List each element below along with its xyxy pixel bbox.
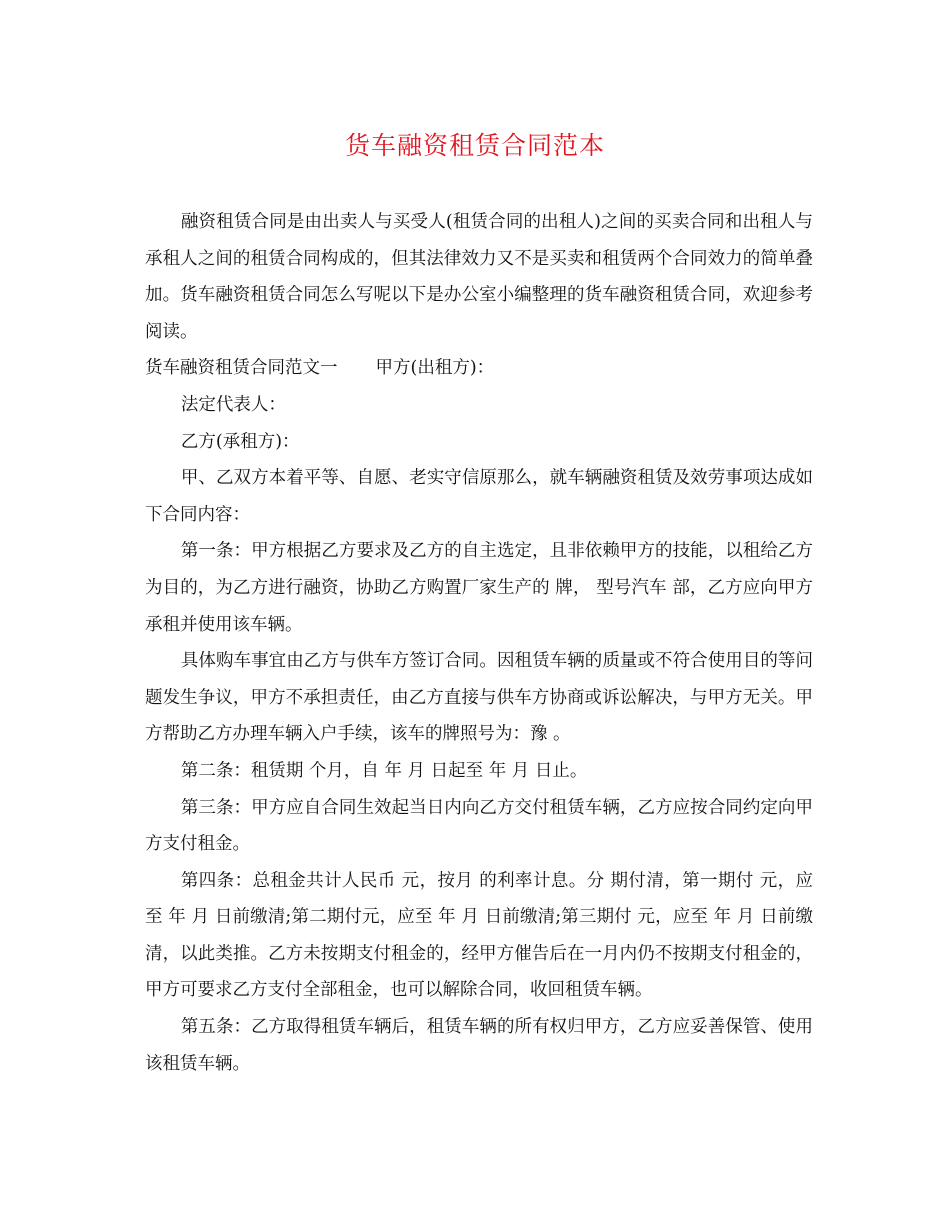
party-b-paragraph: 乙方(承租方)： <box>180 431 300 452</box>
party-a-label: 甲方(出租方)： <box>375 358 495 379</box>
preamble-paragraph: 甲、乙双方本着平等、自愿、老实守信原那么，就车辆融资租赁及效劳事项达成如下合同内容： <box>145 468 813 525</box>
legal-rep-paragraph: 法定代表人： <box>180 394 286 415</box>
article-4-paragraph: 第四条：总租金共计人民币 元，按月 的利率计息。分 期付清，第一期付 元，应至 年 月 日前缴清;第二期付元，应至 年 月 日前缴清;第三期付 元，应至 年 月 日前缴清，以此类推。乙方未按期支付租金的，经甲方催告后在一月内仍不按期支付租金的，甲方可要求乙方支付全部租金，也可以解除合同，收回租赁车辆。 <box>145 870 813 1001</box>
document-title: 货车融资租赁合同范本 <box>344 131 605 160</box>
article-5-paragraph: 第五条：乙方取得租赁车辆后，租赁车辆的所有权归甲方，乙方应妥善保管、使用该租赁车辆。 <box>145 1017 813 1074</box>
purchase-paragraph: 具体购车事宜由乙方与供车方签订合同。因租赁车辆的质量或不符合使用目的等问题发生争议，甲方不承担责任，由乙方直接与供车方协商或诉讼解决，与甲方无关。甲方帮助乙方办理车辆入户手续，该车的牌照号为：豫 。 <box>145 651 813 745</box>
document-body <box>145 204 813 1082</box>
article-2-paragraph: 第二条：租赁期 个月，自 年 月 日起至 年 月 日止。 <box>180 760 588 781</box>
article-1-paragraph: 第一条：甲方根据乙方要求及乙方的自主选定，且非依赖甲方的技能，以租给乙方为目的，为乙方进行融资，协助乙方购置厂家生产的 牌， 型号汽车 部，乙方应向甲方承租并使用该车辆。 <box>145 541 813 635</box>
article-3-paragraph: 第三条：甲方应自合同生效起当日内向乙方交付租赁车辆，乙方应按合同约定向甲方支付租金。 <box>145 797 813 855</box>
intro-paragraph: 融资租赁合同是由出卖人与买受人(租赁合同的出租人)之间的买卖合同和出租人与承租人之间的租赁合同构成的，但其法律效力又不是买卖和租赁两个合同效力的简单叠加。货车融资租赁合同怎么写呢以下是办公室小编整理的货车融资租赁合同，欢迎参考阅读。 <box>145 212 813 342</box>
sample-heading: 货车融资租赁合同范文一 <box>145 358 338 379</box>
sample-heading-line <box>145 350 813 387</box>
